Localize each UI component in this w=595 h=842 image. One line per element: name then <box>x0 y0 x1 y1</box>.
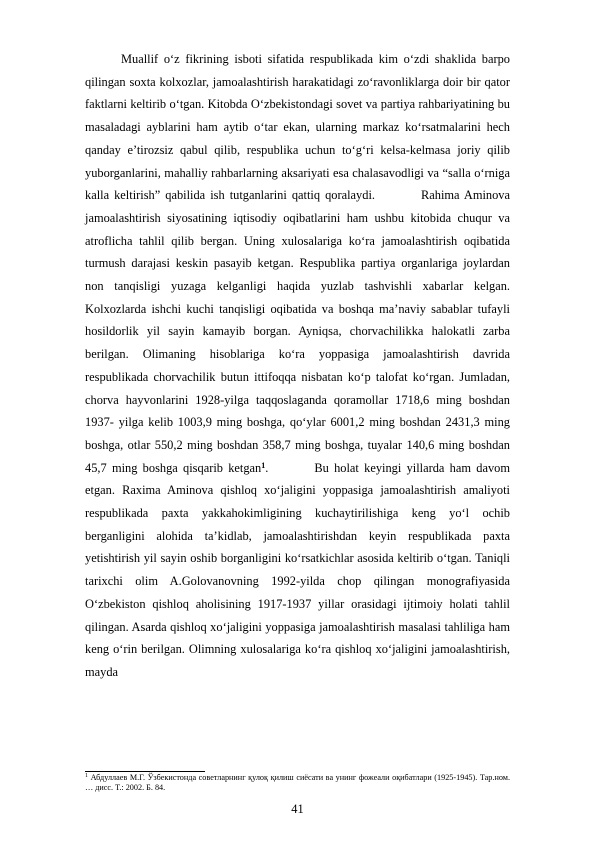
page-number: 41 <box>291 802 304 816</box>
paragraph-2: Rahima Aminova jamoalashtirish siyosatining iqtisodiy oqibatlarini ham ushbu kitobida chuqur va atroflicha tahlil qilib bergan. Uning xulosalariga ko‘ra jamoalashtirish oqibatida turmush darajasi keskin pasayib ketgan. Respublika partiya organlariga joylardan non tanqisligi yuzaga kelganligi haqida yuzlab tashvishli xabarlar kelgan. Kolxozlarda ishchi kuchi tanqisligi oqibatida va boshqa ma’naviy sabablar tufayli hosildorlik yil sayin kamayib borgan. Ayniqsa, chorvachilikka halokatli zarba berilgan. Olimaning hisoblariga ko‘ra yoppasiga jamoalashtirish davrida respublikada chorvachilik butun ittifoqqa nisbatan ko‘p talofat ko‘rgan. Jumladan, chorva hayvonlarini 1928-yilga taqqoslaganda qoramollar 1718,6 ming boshdan 1937- yilga kelib 1003,9 ming boshga, qo‘ylar 6001,2 ming boshdan 2431,3 ming boshga, otlar 550,2 ming boshdan 358,7 ming boshga, tuyalar 140,6 ming boshdan 45,7 ming boshga qisqarib ketgan <box>85 188 510 475</box>
footnote-text: Абдуллаев М.Г. Ўзбекистонда советларнинг қулоқ қилиш сиёсати ва унинг фожеали оқибатлари (1925-1945). Тар.ном. … дисс. Т.: 2002. Б. 84. <box>85 773 510 793</box>
footnote <box>85 773 510 794</box>
body-text <box>85 48 510 684</box>
paragraph-3: Bu holat keyingi yillarda ham davom etgan. Raxima Aminova qishloq xo‘jaligini yoppasiga jamoalashtirish amaliyoti respublikada paxta yakkahokimligining kuchaytirilishiga keng yo‘l ochib berganligini alohida ta’kidlab, jamoalashtirishdan keyin respublikada paxta yetishtirish yil sayin oshib borganligini ko‘rsatkichlar asosida keltirib o‘tgan. Taniqli tarixchi olim A.Golovanovning 1992-yilda chop qilingan monografiyasida O‘zbekiston qishloq aholisining 1917-1937 yillar orasidagi ijtimoiy holati tahlil qilingan. Asarda qishloq xo‘jaligini yoppasiga jamoalashtirish masalasi tahliliga ham keng o‘rin berilgan. Olimning xulosalariga ko‘ra qishloq xo‘jaligini jamoalashtirish, mayda <box>85 460 510 679</box>
paragraph-1: Muallif o‘z fikrining isboti sifatida respublikada kim o‘zdi shaklida barpo qilingan soxta kolxozlar, jamoalashtirish harakatidagi zo‘ravonliklarga doir bir qator faktlarni keltirib o‘tgan. Kitobda O‘zbekistondagi sovet va partiya rahbariyatining bu masaladagi ayblarini ham aytib o‘tar ekan, ularning markaz ko‘rsatmalarini hech qanday e’tirozsiz qabul qilib, respublika uchun to‘g‘ri kelsa-kelmasa joriy qilib yuborganlarini, mahalliy rahbarlarning aksariyati esa chalasavodligi va “salla o‘rniga kalla keltirish” qabilida ish tutganlarini qattiq qoralaydi. <box>85 52 510 203</box>
footnote-divider <box>85 771 205 772</box>
footnote-reference[interactable]: 1 <box>261 460 266 470</box>
paragraph-2-end: . <box>265 460 269 475</box>
footnote-number: 1 <box>85 773 88 779</box>
